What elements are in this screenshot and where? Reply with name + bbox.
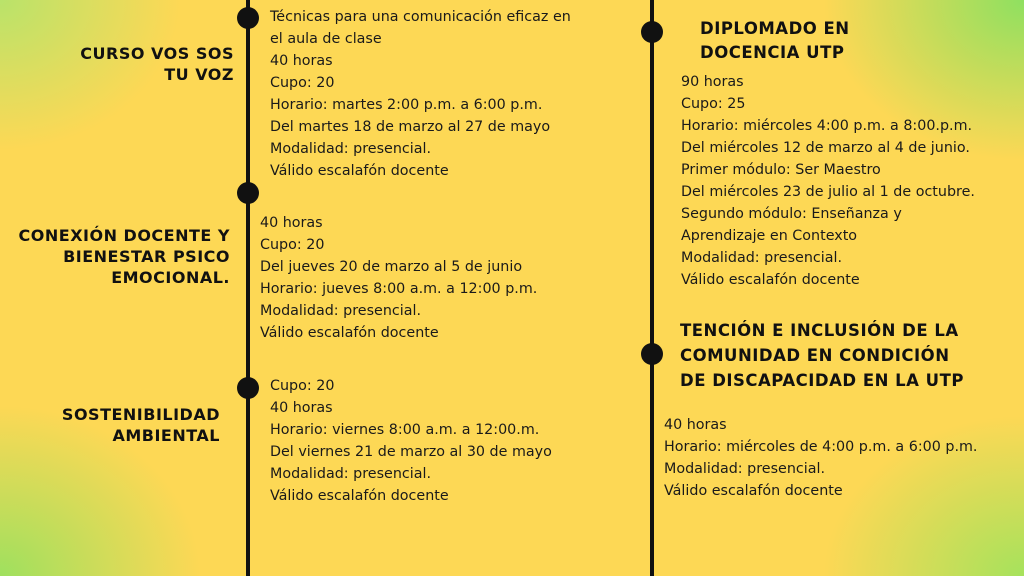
course-title-sostenibilidad [20, 404, 220, 446]
course-details-conexion-docente [260, 212, 537, 344]
detail-line: Cupo: 25 [681, 96, 746, 112]
title-line: TENCIÓN E INCLUSIÓN DE LA [680, 321, 959, 340]
detail-line: 40 horas [270, 53, 333, 69]
title-line: DOCENCIA UTP [700, 43, 845, 62]
detail-line: Del miércoles 12 de marzo al 4 de junio. [681, 140, 970, 156]
detail-line: 40 horas [260, 215, 323, 231]
detail-line: Horario: viernes 8:00 a.m. a 12:00.m. [270, 422, 540, 438]
course-details-curso-vos-sos [270, 6, 571, 182]
detail-line: Segundo módulo: Enseñanza y [681, 206, 902, 222]
course-details-diplomado [681, 71, 975, 291]
detail-line: el aula de clase [270, 31, 382, 47]
detail-line: Cupo: 20 [270, 75, 335, 91]
detail-line: Modalidad: presencial. [664, 461, 825, 477]
course-details-atencion-inclusion [664, 414, 977, 502]
course-title-curso-vos-sos [20, 43, 234, 85]
detail-line: 90 horas [681, 74, 744, 90]
course-title-conexion-docente [4, 225, 230, 288]
detail-line: 40 horas [664, 417, 727, 433]
title-line: DE DISCAPACIDAD EN LA UTP [680, 371, 964, 390]
detail-line: Válido escalafón docente [260, 325, 439, 341]
timeline-marker-atencion-inclusion [641, 343, 663, 365]
right-timeline-line [650, 0, 654, 576]
title-line: AMBIENTAL [112, 426, 220, 445]
detail-line: Cupo: 20 [260, 237, 325, 253]
detail-line: Del viernes 21 de marzo al 30 de mayo [270, 444, 552, 460]
detail-line: Del miércoles 23 de julio al 1 de octubre. [681, 184, 975, 200]
detail-line: Horario: martes 2:00 p.m. a 6:00 p.m. [270, 97, 543, 113]
detail-line: Del martes 18 de marzo al 27 de mayo [270, 119, 551, 135]
title-line: COMUNIDAD EN CONDICIÓN [680, 346, 950, 365]
detail-line: Modalidad: presencial. [681, 250, 842, 266]
detail-line: Técnicas para una comunicación eficaz en [270, 9, 571, 25]
title-line: EMOCIONAL. [111, 268, 230, 287]
title-line: CONEXIÓN DOCENTE Y [18, 226, 230, 245]
title-line: TU VOZ [164, 65, 234, 84]
title-line: CURSO VOS SOS [80, 44, 234, 63]
detail-line: Primer módulo: Ser Maestro [681, 162, 881, 178]
title-line: BIENESTAR PSICO [63, 247, 230, 266]
course-details-sostenibilidad [270, 375, 552, 507]
detail-line: Modalidad: presencial. [270, 141, 431, 157]
timeline-marker-sostenibilidad [237, 377, 259, 399]
detail-line: Horario: jueves 8:00 a.m. a 12:00 p.m. [260, 281, 538, 297]
detail-line: 40 horas [270, 400, 333, 416]
title-line: SOSTENIBILIDAD [61, 405, 220, 424]
detail-line: Válido escalafón docente [270, 163, 449, 179]
timeline-marker-conexion-docente [237, 182, 259, 204]
detail-line: Válido escalafón docente [270, 488, 449, 504]
detail-line: Horario: miércoles 4:00 p.m. a 8:00.p.m. [681, 118, 973, 134]
course-title-atencion-inclusion [680, 318, 964, 393]
detail-line: Válido escalafón docente [681, 272, 860, 288]
detail-line: Del jueves 20 de marzo al 5 de junio [260, 259, 523, 275]
left-timeline-line [246, 0, 250, 576]
timeline-marker-curso-vos-sos [237, 7, 259, 29]
detail-line: Aprendizaje en Contexto [681, 228, 858, 244]
title-line: DIPLOMADO EN [700, 19, 850, 38]
detail-line: Válido escalafón docente [664, 483, 843, 499]
detail-line: Modalidad: presencial. [260, 303, 421, 319]
course-title-diplomado [700, 17, 850, 65]
detail-line: Horario: miércoles de 4:00 p.m. a 6:00 p.m. [664, 439, 978, 455]
detail-line: Cupo: 20 [270, 378, 335, 394]
detail-line: Modalidad: presencial. [270, 466, 431, 482]
timeline-marker-diplomado [641, 21, 663, 43]
